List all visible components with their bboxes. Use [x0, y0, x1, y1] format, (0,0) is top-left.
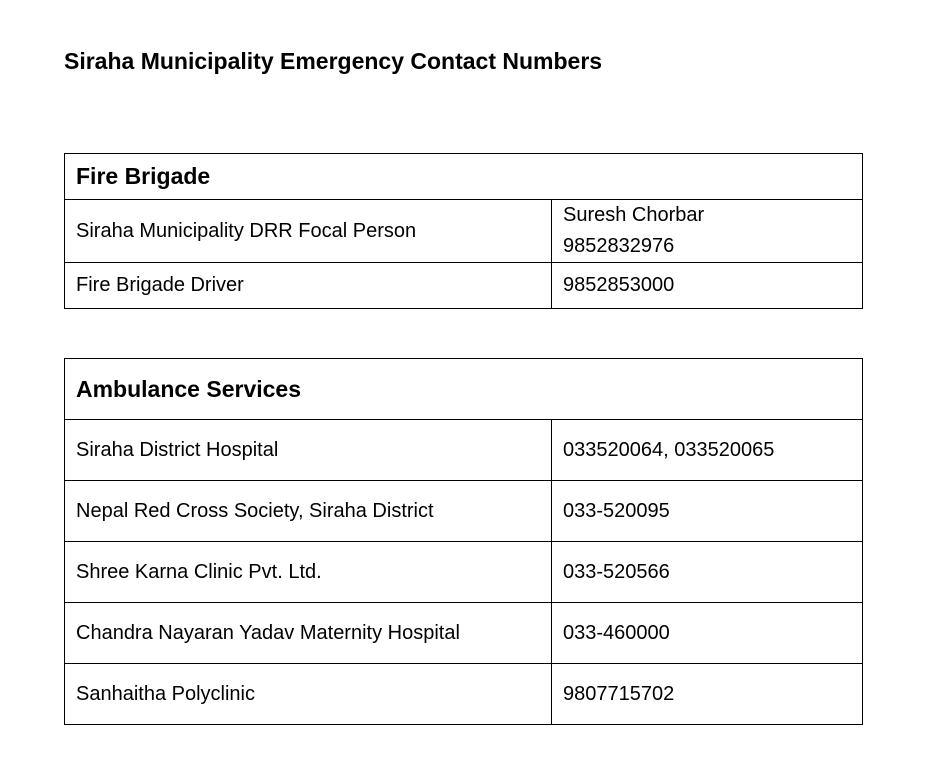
ambulance-services-heading: Ambulance Services — [65, 359, 863, 420]
ambulance-services-table — [64, 358, 863, 725]
table-row — [65, 603, 863, 664]
contact-value — [552, 200, 863, 263]
contact-phone: 033520064, 033520065 — [552, 420, 863, 481]
contact-name: Sanhaitha Polyclinic — [65, 664, 552, 725]
document-title: Siraha Municipality Emergency Contact Numbers — [64, 48, 603, 74]
table-row — [65, 420, 863, 481]
table-row — [65, 263, 863, 309]
table-header-row — [65, 154, 863, 200]
contact-name: Fire Brigade Driver — [65, 263, 552, 309]
contact-phone: 9852853000 — [552, 263, 863, 309]
contact-phone: 9807715702 — [552, 664, 863, 725]
contact-phone: 033-520095 — [552, 481, 863, 542]
contact-person-name: Suresh Chorbar — [563, 204, 705, 226]
contact-name: Shree Karna Clinic Pvt. Ltd. — [65, 542, 552, 603]
table-header-row — [65, 359, 863, 420]
table-row — [65, 200, 863, 263]
fire-brigade-heading: Fire Brigade — [65, 154, 863, 200]
table-row — [65, 664, 863, 725]
contact-phone: 033-460000 — [552, 603, 863, 664]
contact-name: Siraha District Hospital — [65, 420, 552, 481]
table-row — [65, 481, 863, 542]
contact-name: Nepal Red Cross Society, Siraha District — [65, 481, 552, 542]
contact-phone: 9852832976 — [563, 235, 675, 257]
table-row — [65, 542, 863, 603]
contact-phone: 033-520566 — [552, 542, 863, 603]
contact-name: Chandra Nayaran Yadav Maternity Hospital — [65, 603, 552, 664]
contact-name: Siraha Municipality DRR Focal Person — [65, 200, 552, 263]
fire-brigade-table — [64, 153, 863, 309]
